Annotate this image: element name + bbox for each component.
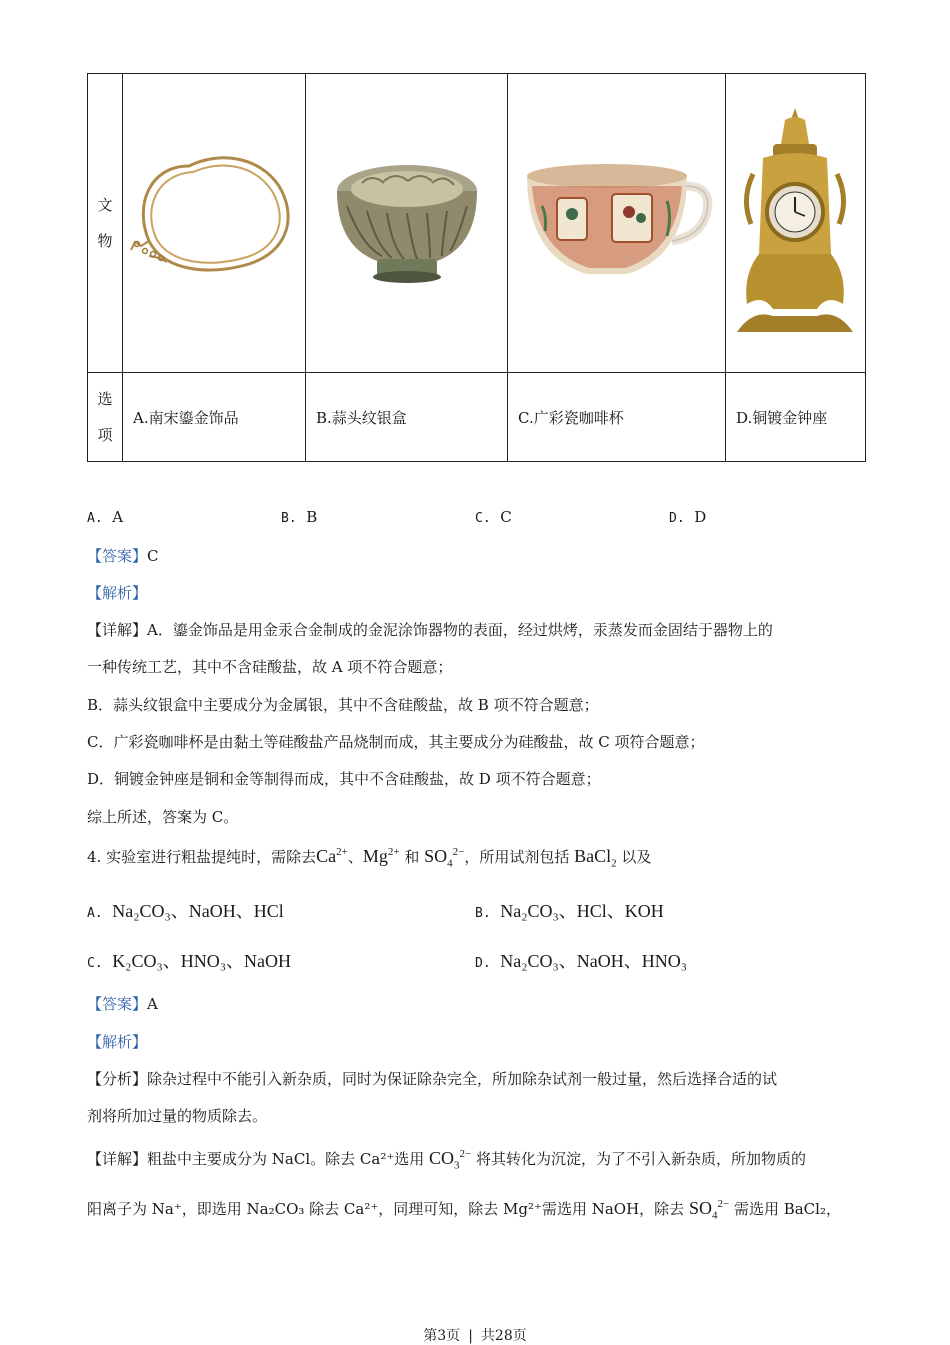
- mg-ion-formula: $Mg^{2+}$: [362, 846, 400, 866]
- q4-answer: 【答案】A: [87, 995, 158, 1013]
- q3-choice-c[interactable]: C. C: [475, 508, 512, 526]
- q4-choice-c[interactable]: C. K₂CO₃、HNO₃、NaOH: [87, 951, 292, 971]
- page-total: 共28页: [480, 1328, 527, 1344]
- gilded-clock-image: [733, 104, 858, 339]
- q4-detail-line-1: 【详解】粗盐中主要成分为 NaCl。除去 Ca²⁺选用 $CO_3^{2-}$ 将其转化为沉淀，为了不引入新杂质，所加物质的: [87, 1148, 807, 1172]
- page-number: 第3页: [423, 1328, 461, 1344]
- row-header-relics: [88, 74, 123, 373]
- option-cell-a: A.南宋鎏金饰品: [123, 373, 306, 462]
- option-cell-d: D.铜镀金钟座: [726, 373, 866, 462]
- q3-choice-d[interactable]: D. D: [669, 508, 707, 526]
- row-header-options: [88, 373, 123, 462]
- q3-answer: 【答案】C: [87, 547, 159, 565]
- q3-analysis-label: 【解析】: [87, 584, 148, 602]
- relic-image-cell-a: [123, 74, 306, 373]
- q4-stem: 4. 实验室进行粗盐提纯时，需除去$Ca^{2+}$、$Mg^{2+}$ 和 $SO_4^{2-}$，所用试剂包括 BaCl$_2$ 以及: [87, 846, 652, 870]
- sulfate-ion-formula: $SO_4^{2-}$: [424, 846, 465, 870]
- q3-line-d: D．铜镀金钟座是铜和金等制得而成，其中不含硅酸盐，故 D 项不符合题意；: [87, 770, 601, 788]
- relics-option-row: [88, 373, 866, 462]
- option-cell-c: C.广彩瓷咖啡杯: [508, 373, 726, 462]
- q3-summary: 综上所述，答案为 C。: [87, 808, 239, 826]
- relic-image-cell-b: [306, 74, 508, 373]
- gold-chain-necklace-image: [129, 146, 299, 296]
- q4-choice-a[interactable]: A. Na₂CO₃、NaOH、HCl: [87, 901, 284, 921]
- row-header-char: 文: [97, 196, 113, 214]
- relics-image-row: [88, 74, 866, 373]
- sulfate-ion-formula: $SO_4^{2-}$: [688, 1198, 730, 1222]
- q4-detail-line-2: 阳离子为 Na⁺，即选用 Na₂CO₃ 除去 Ca²⁺，同理可知，除去 Mg²⁺需选用 NaOH，除去 $SO_4^{2-}$ 需选用 BaCl₂，: [87, 1198, 841, 1222]
- relic-image-cell-c: [508, 74, 726, 373]
- q4-analysis-label: 【解析】: [87, 1033, 148, 1051]
- silver-box-image: [322, 151, 492, 291]
- row-header-char: 选: [97, 390, 113, 408]
- relics-table: [87, 73, 866, 462]
- q3-line-c: C．广彩瓷咖啡杯是由黏土等硅酸盐产品烧制而成，其主要成分为硅酸盐，故 C 项符合题意；: [87, 733, 705, 751]
- q3-choice-a[interactable]: A. A: [87, 508, 124, 526]
- q4-choice-b[interactable]: B. Na₂CO₃、HCl、KOH: [475, 901, 664, 921]
- footer-separator: |: [468, 1328, 473, 1344]
- q4-choice-d[interactable]: D. Na₂CO₃、NaOH、HNO₃: [475, 951, 688, 971]
- relic-image-cell-d: [726, 74, 866, 373]
- porcelain-coffee-cup-image: [517, 156, 717, 286]
- q4-fenxi-line-1: 【分析】除杂过程中不能引入新杂质，同时为保证除杂完全，所加除杂试剂一般过量，然后选择合适的试: [87, 1070, 778, 1088]
- q4-fenxi-line-2: 剂将所加过量的物质除去。: [87, 1107, 268, 1125]
- q3-detail-line-1: 【详解】A．鎏金饰品是用金汞合金制成的金泥涂饰器物的表面，经过烘烤，汞蒸发而金固结于器物上的: [87, 621, 773, 639]
- q3-choice-b[interactable]: B. B: [281, 508, 318, 526]
- row-header-char: 物: [97, 232, 113, 250]
- option-cell-b: B.蒜头纹银盒: [306, 373, 508, 462]
- q3-line-b: B．蒜头纹银盒中主要成分为金属银，其中不含硅酸盐，故 B 项不符合题意；: [87, 696, 599, 714]
- page-footer: [0, 1325, 950, 1345]
- q3-detail-line-2: 一种传统工艺，其中不含硅酸盐，故 A 项不符合题意；: [87, 658, 453, 676]
- bacl2-formula: BaCl$_2$: [574, 846, 617, 870]
- carbonate-ion-formula: $CO_3^{2-}$: [429, 1148, 472, 1172]
- row-header-char: 项: [97, 426, 113, 444]
- ca-ion-formula: $Ca^{2+}$: [316, 846, 348, 866]
